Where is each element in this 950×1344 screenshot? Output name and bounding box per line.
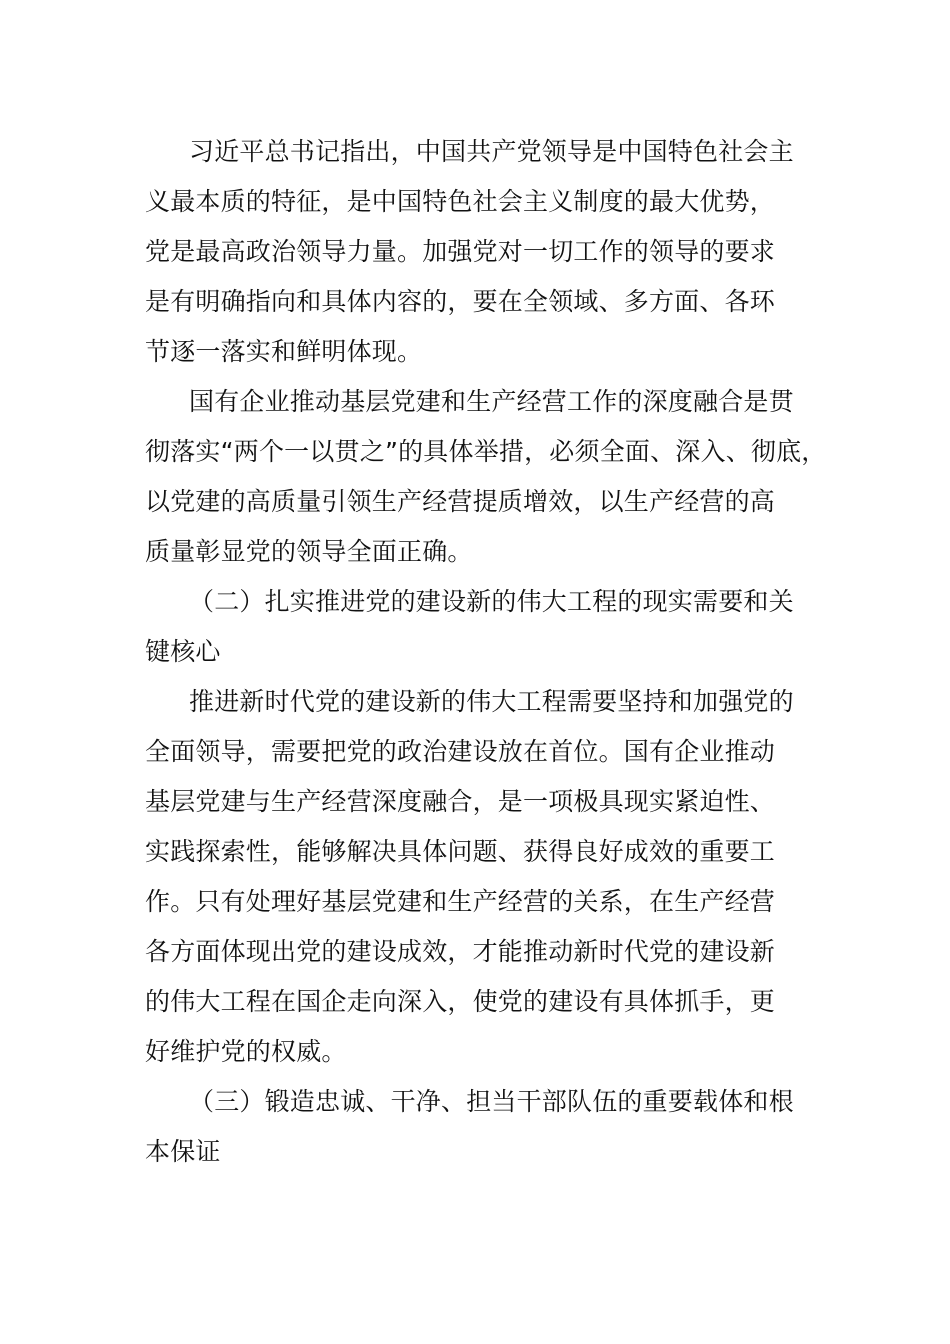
paragraph-line: 以党建的高质量引领生产经营提质增效，以生产经营的高 — [145, 487, 776, 516]
section-heading — [145, 577, 825, 677]
section-heading — [145, 1077, 825, 1177]
paragraph-line: 国有企业推动基层党建和生产经营工作的深度融合是贯 — [189, 387, 794, 416]
paragraph-line: 实践探索性，能够解决具体问题、获得良好成效的重要工 — [145, 837, 776, 866]
paragraph-line: 全面领导，需要把党的政治建设放在首位。国有企业推动 — [145, 737, 776, 766]
paragraph-line: 各方面体现出党的建设成效，才能推动新时代党的建设新 — [145, 937, 776, 966]
heading-line: 本保证 — [145, 1137, 221, 1166]
paragraph-line: 习近平总书记指出，中国共产党领导是中国特色社会主 — [189, 137, 794, 166]
document-body — [145, 127, 825, 1177]
paragraph-line: 义最本质的特征，是中国特色社会主义制度的最大优势， — [145, 187, 776, 216]
paragraph-line: 作。只有处理好基层党建和生产经营的关系，在生产经营 — [145, 887, 776, 916]
paragraph-line: 党是最高政治领导力量。加强党对一切工作的领导的要求 — [145, 237, 776, 266]
heading-line: （二）扎实推进党的建设新的伟大工程的现实需要和关 — [189, 587, 794, 616]
paragraph-line: 基层党建与生产经营深度融合，是一项极具现实紧迫性、 — [145, 787, 776, 816]
paragraph — [145, 677, 825, 1077]
paragraph-line: 节逐一落实和鲜明体现。 — [145, 337, 423, 366]
paragraph-line: 好维护党的权威。 — [145, 1037, 347, 1066]
paragraph-line: 是有明确指向和具体内容的，要在全领域、多方面、各环 — [145, 287, 776, 316]
heading-line: 键核心 — [145, 637, 221, 666]
paragraph-line: 推进新时代党的建设新的伟大工程需要坚持和加强党的 — [189, 687, 794, 716]
paragraph-line: 彻落实“两个一以贯之”的具体举措，必须全面、深入、彻底， — [145, 437, 827, 466]
paragraph-line: 的伟大工程在国企走向深入，使党的建设有具体抓手，更 — [145, 987, 776, 1016]
heading-line: （三）锻造忠诚、干净、担当干部队伍的重要载体和根 — [189, 1087, 794, 1116]
paragraph-line: 质量彰显党的领导全面正确。 — [145, 537, 473, 566]
paragraph — [145, 127, 825, 377]
paragraph — [145, 377, 825, 577]
